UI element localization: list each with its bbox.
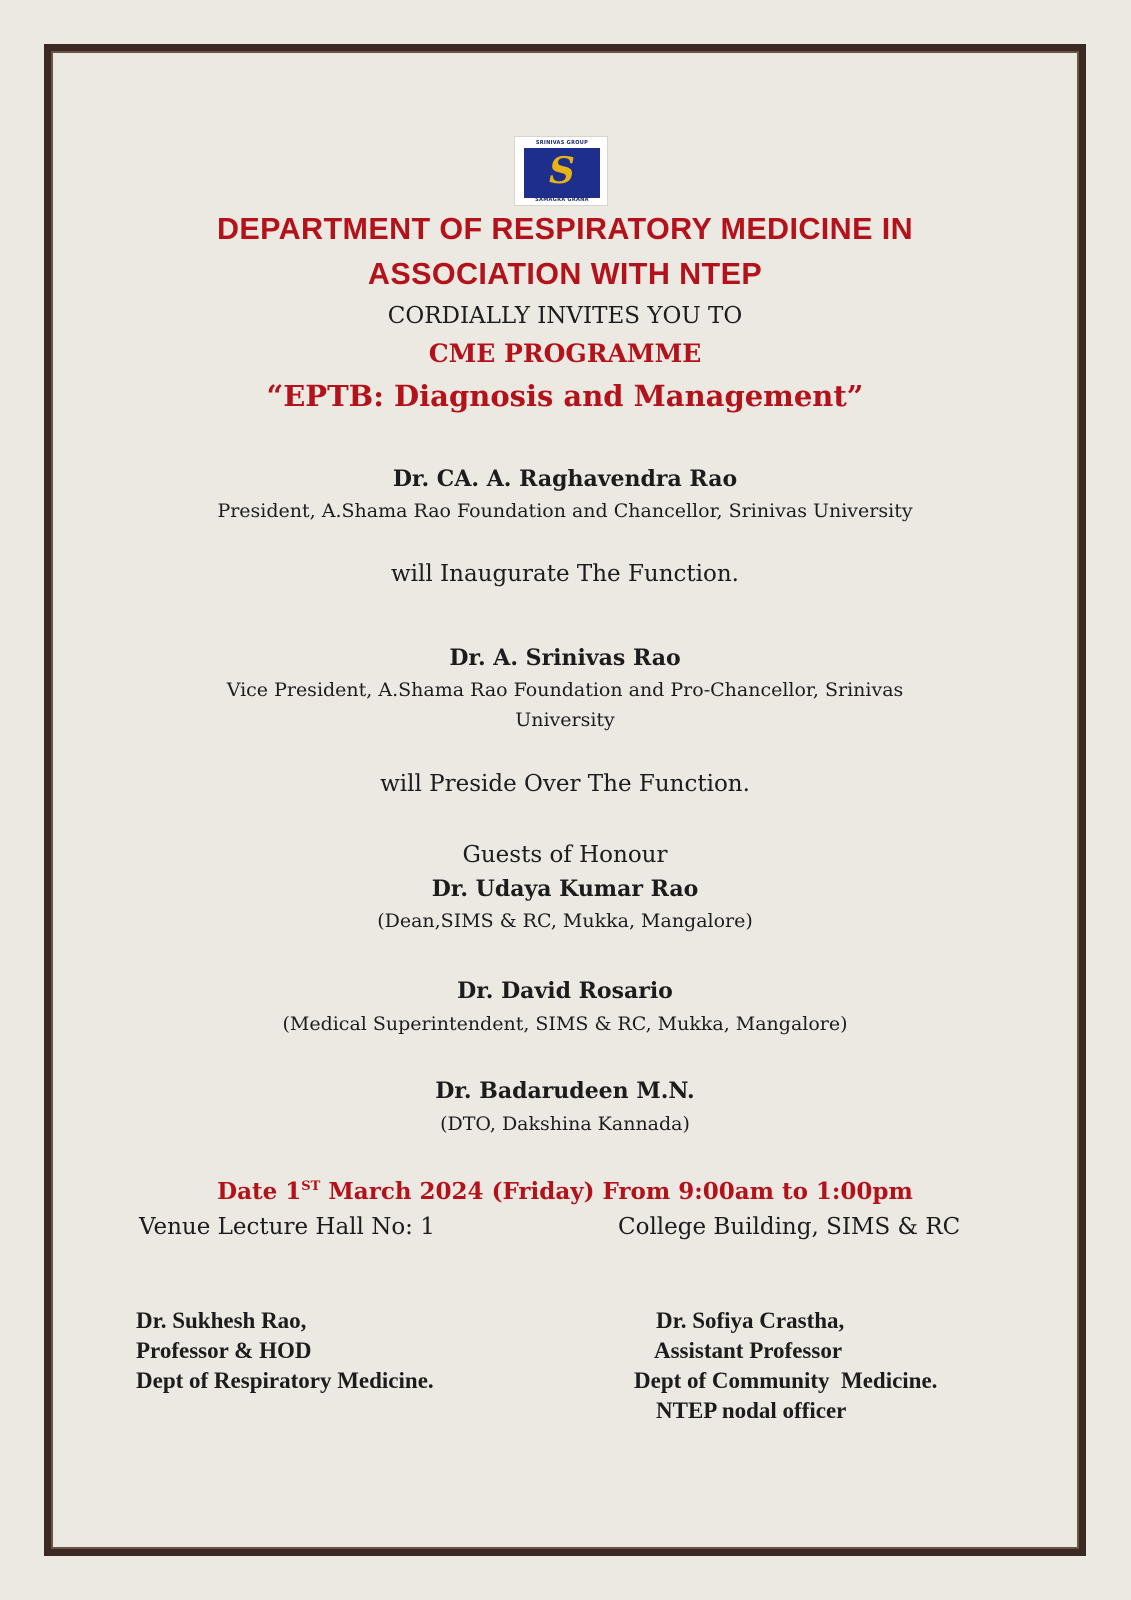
- srinivas-group-logo: [514, 136, 608, 206]
- programme-label: CME PROGRAMME: [428, 339, 702, 368]
- presider-role-line1: Vice President, A.Shama Rao Foundation and Pro-Chancellor, Srinivas: [226, 679, 904, 701]
- inaugurator-name: Dr. CA. A. Raghavendra Rao: [392, 466, 738, 492]
- signatory-right-title: Assistant Professor: [654, 1338, 843, 1363]
- guest-role: (Dean,SIMS & RC, Mukka, Mangalore): [377, 910, 753, 932]
- invitation-content: [54, 54, 1076, 1546]
- logo-letter: S: [549, 150, 575, 192]
- logo-top-text: SRINIVAS GROUP: [535, 140, 589, 146]
- signatory-left: [136, 1306, 434, 1396]
- date-suffix: March 2024 (Friday) From 9:00am to 1:00pm: [320, 1178, 913, 1205]
- venue-building: College Building, SIMS & RC: [618, 1214, 961, 1240]
- date-prefix: Date 1: [217, 1178, 302, 1205]
- guest-role: (DTO, Dakshina Kannada): [440, 1113, 690, 1135]
- signatory-right-name: Dr. Sofiya Crastha,: [656, 1308, 845, 1333]
- inaugurate-text: will Inaugurate The Function.: [390, 561, 739, 587]
- guest-name: Dr. David Rosario: [457, 978, 673, 1004]
- signatory-left-dept: Dept of Respiratory Medicine.: [136, 1368, 434, 1393]
- logo-mark: [524, 148, 600, 198]
- venue-hall: Venue Lecture Hall No: 1: [139, 1214, 435, 1240]
- signatory-left-title: Professor & HOD: [136, 1338, 312, 1363]
- programme-title: “EPTB: Diagnosis and Management”: [266, 379, 864, 413]
- guest-name: Dr. Badarudeen M.N.: [435, 1078, 695, 1104]
- inaugurator-role: President, A.Shama Rao Foundation and Chancellor, Srinivas University: [217, 500, 913, 522]
- guest-name: Dr. Udaya Kumar Rao: [431, 876, 699, 902]
- date-ordinal: ST: [301, 1179, 321, 1194]
- invitation-text: CORDIALLY INVITES YOU TO: [387, 303, 743, 329]
- guest-role: (Medical Superintendent, SIMS & RC, Mukka, Mangalore): [282, 1013, 848, 1035]
- signatory-left-name: Dr. Sukhesh Rao,: [136, 1308, 307, 1333]
- guests-heading: Guests of Honour: [462, 842, 668, 868]
- preside-text: will Preside Over The Function.: [380, 771, 750, 797]
- signatory-right-dept: Dept of Community Medicine.: [634, 1368, 938, 1393]
- logo-bottom-text: SAMAGRA GRANA: [535, 197, 589, 203]
- department-heading-line1: DEPARTMENT OF RESPIRATORY MEDICINE IN: [216, 212, 914, 246]
- event-date: [54, 1178, 1076, 1205]
- department-heading-line2: ASSOCIATION WITH NTEP: [367, 257, 763, 291]
- presider-name: Dr. A. Srinivas Rao: [449, 645, 681, 671]
- signatory-right-extra: NTEP nodal officer: [656, 1398, 847, 1423]
- signatory-right: [634, 1306, 937, 1426]
- presider-role-line2: University: [515, 709, 615, 731]
